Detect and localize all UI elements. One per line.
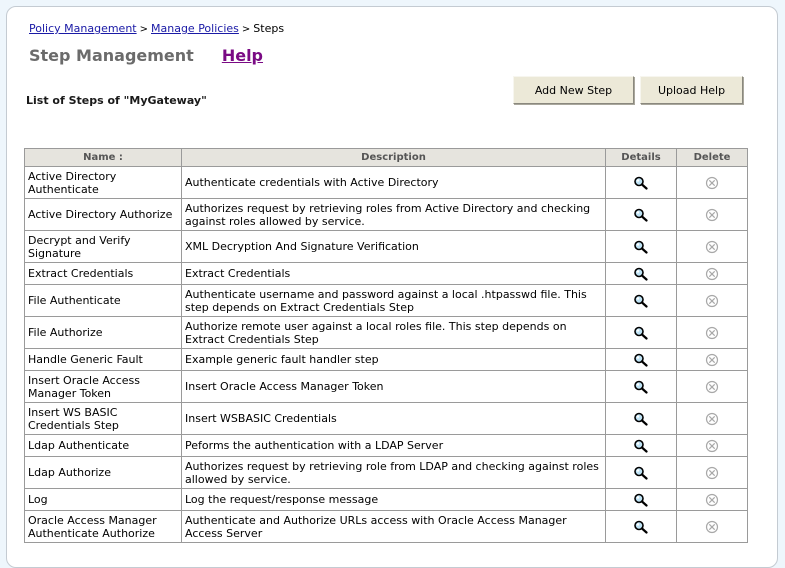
column-header-description: Description: [182, 149, 606, 167]
magnifier-icon[interactable]: [633, 176, 649, 189]
table-row: [25, 403, 748, 435]
details-cell: [606, 317, 677, 349]
delete-cell: [677, 457, 748, 489]
table-row: [25, 231, 748, 263]
magnifier-icon[interactable]: [633, 267, 649, 280]
delete-icon[interactable]: [705, 520, 719, 533]
breadcrumb-separator: >: [241, 24, 251, 35]
step-description: Insert WSBASIC Credentials: [182, 403, 606, 435]
details-cell: [606, 199, 677, 231]
table-row: [25, 263, 748, 285]
delete-cell: [677, 371, 748, 403]
list-title: List of Steps of "MyGateway": [26, 94, 207, 107]
add-new-step-button[interactable]: Add New Step: [513, 76, 634, 104]
delete-cell: [677, 435, 748, 457]
table-row: [25, 317, 748, 349]
delete-cell: [677, 231, 748, 263]
help-link[interactable]: Help: [221, 46, 264, 65]
step-name: Insert WS BASIC Credentials Step: [25, 403, 182, 435]
step-description: Peforms the authentication with a LDAP Server: [182, 435, 606, 457]
delete-icon[interactable]: [705, 412, 719, 425]
delete-cell: [677, 349, 748, 371]
delete-icon[interactable]: [705, 326, 719, 339]
magnifier-icon[interactable]: [633, 208, 649, 221]
delete-icon[interactable]: [705, 208, 719, 221]
step-description: Log the request/response message: [182, 489, 606, 511]
breadcrumb-manage-policies[interactable]: Manage Policies: [151, 22, 239, 35]
magnifier-icon[interactable]: [633, 353, 649, 366]
details-cell: [606, 349, 677, 371]
delete-icon[interactable]: [705, 176, 719, 189]
magnifier-icon[interactable]: [633, 294, 649, 307]
magnifier-icon[interactable]: [633, 520, 649, 533]
step-description: Authenticate username and password against a local .htpasswd file. This step depends on Extract Credentials Step: [182, 285, 606, 317]
delete-icon[interactable]: [705, 380, 719, 393]
details-cell: [606, 285, 677, 317]
delete-cell: [677, 199, 748, 231]
step-description: Authorizes request by retrieving role from LDAP and checking against roles allowed by service.: [182, 457, 606, 489]
details-cell: [606, 489, 677, 511]
delete-icon[interactable]: [705, 267, 719, 280]
step-description: Authorize remote user against a local roles file. This step depends on Extract Credentials Step: [182, 317, 606, 349]
magnifier-icon[interactable]: [633, 240, 649, 253]
magnifier-icon[interactable]: [633, 439, 649, 452]
step-description: Authenticate and Authorize URLs access with Oracle Access Manager Access Server: [182, 511, 606, 543]
details-cell: [606, 371, 677, 403]
step-description: Insert Oracle Access Manager Token: [182, 371, 606, 403]
delete-cell: [677, 167, 748, 199]
details-cell: [606, 457, 677, 489]
step-name: Ldap Authorize: [25, 457, 182, 489]
step-description: Authorizes request by retrieving roles from Active Directory and checking against roles allowed by service.: [182, 199, 606, 231]
delete-cell: [677, 317, 748, 349]
table-row: [25, 371, 748, 403]
details-cell: [606, 403, 677, 435]
column-header-name: Name :: [25, 149, 182, 167]
delete-icon[interactable]: [705, 439, 719, 452]
magnifier-icon[interactable]: [633, 380, 649, 393]
magnifier-icon[interactable]: [633, 493, 649, 506]
step-name: File Authorize: [25, 317, 182, 349]
delete-cell: [677, 511, 748, 543]
delete-icon[interactable]: [705, 240, 719, 253]
breadcrumb: [29, 22, 284, 35]
magnifier-icon[interactable]: [633, 412, 649, 425]
step-name: Active Directory Authenticate: [25, 167, 182, 199]
step-name: Extract Credentials: [25, 263, 182, 285]
delete-cell: [677, 403, 748, 435]
step-name: Active Directory Authorize: [25, 199, 182, 231]
steps-table: [24, 148, 748, 543]
magnifier-icon[interactable]: [633, 466, 649, 479]
step-description: XML Decryption And Signature Verification: [182, 231, 606, 263]
table-header-row: [25, 149, 748, 167]
step-description: Extract Credentials: [182, 263, 606, 285]
step-name: Oracle Access Manager Authenticate Authorize: [25, 511, 182, 543]
table-row: [25, 457, 748, 489]
delete-icon[interactable]: [705, 294, 719, 307]
details-cell: [606, 263, 677, 285]
delete-cell: [677, 263, 748, 285]
step-description: Example generic fault handler step: [182, 349, 606, 371]
magnifier-icon[interactable]: [633, 326, 649, 339]
breadcrumb-current: Steps: [253, 22, 285, 35]
table-row: [25, 285, 748, 317]
page-title: Step Management: [29, 46, 194, 65]
details-cell: [606, 435, 677, 457]
step-name: Insert Oracle Access Manager Token: [25, 371, 182, 403]
table-row: [25, 511, 748, 543]
table-row: [25, 349, 748, 371]
details-cell: [606, 167, 677, 199]
delete-icon[interactable]: [705, 466, 719, 479]
step-name: Ldap Authenticate: [25, 435, 182, 457]
step-name: Handle Generic Fault: [25, 349, 182, 371]
delete-cell: [677, 285, 748, 317]
step-name: Decrypt and Verify Signature: [25, 231, 182, 263]
details-cell: [606, 231, 677, 263]
details-cell: [606, 511, 677, 543]
upload-help-button[interactable]: Upload Help: [640, 76, 743, 104]
table-row: [25, 167, 748, 199]
table-row: [25, 435, 748, 457]
step-description: Authenticate credentials with Active Directory: [182, 167, 606, 199]
table-row: [25, 489, 748, 511]
column-header-delete: Delete: [677, 149, 748, 167]
column-header-details: Details: [606, 149, 677, 167]
breadcrumb-policy-management[interactable]: Policy Management: [29, 22, 137, 35]
step-name: File Authenticate: [25, 285, 182, 317]
delete-cell: [677, 489, 748, 511]
delete-icon[interactable]: [705, 493, 719, 506]
breadcrumb-separator: >: [139, 24, 148, 35]
title-row: [29, 46, 263, 65]
table-row: [25, 199, 748, 231]
step-name: Log: [25, 489, 182, 511]
delete-icon[interactable]: [705, 353, 719, 366]
